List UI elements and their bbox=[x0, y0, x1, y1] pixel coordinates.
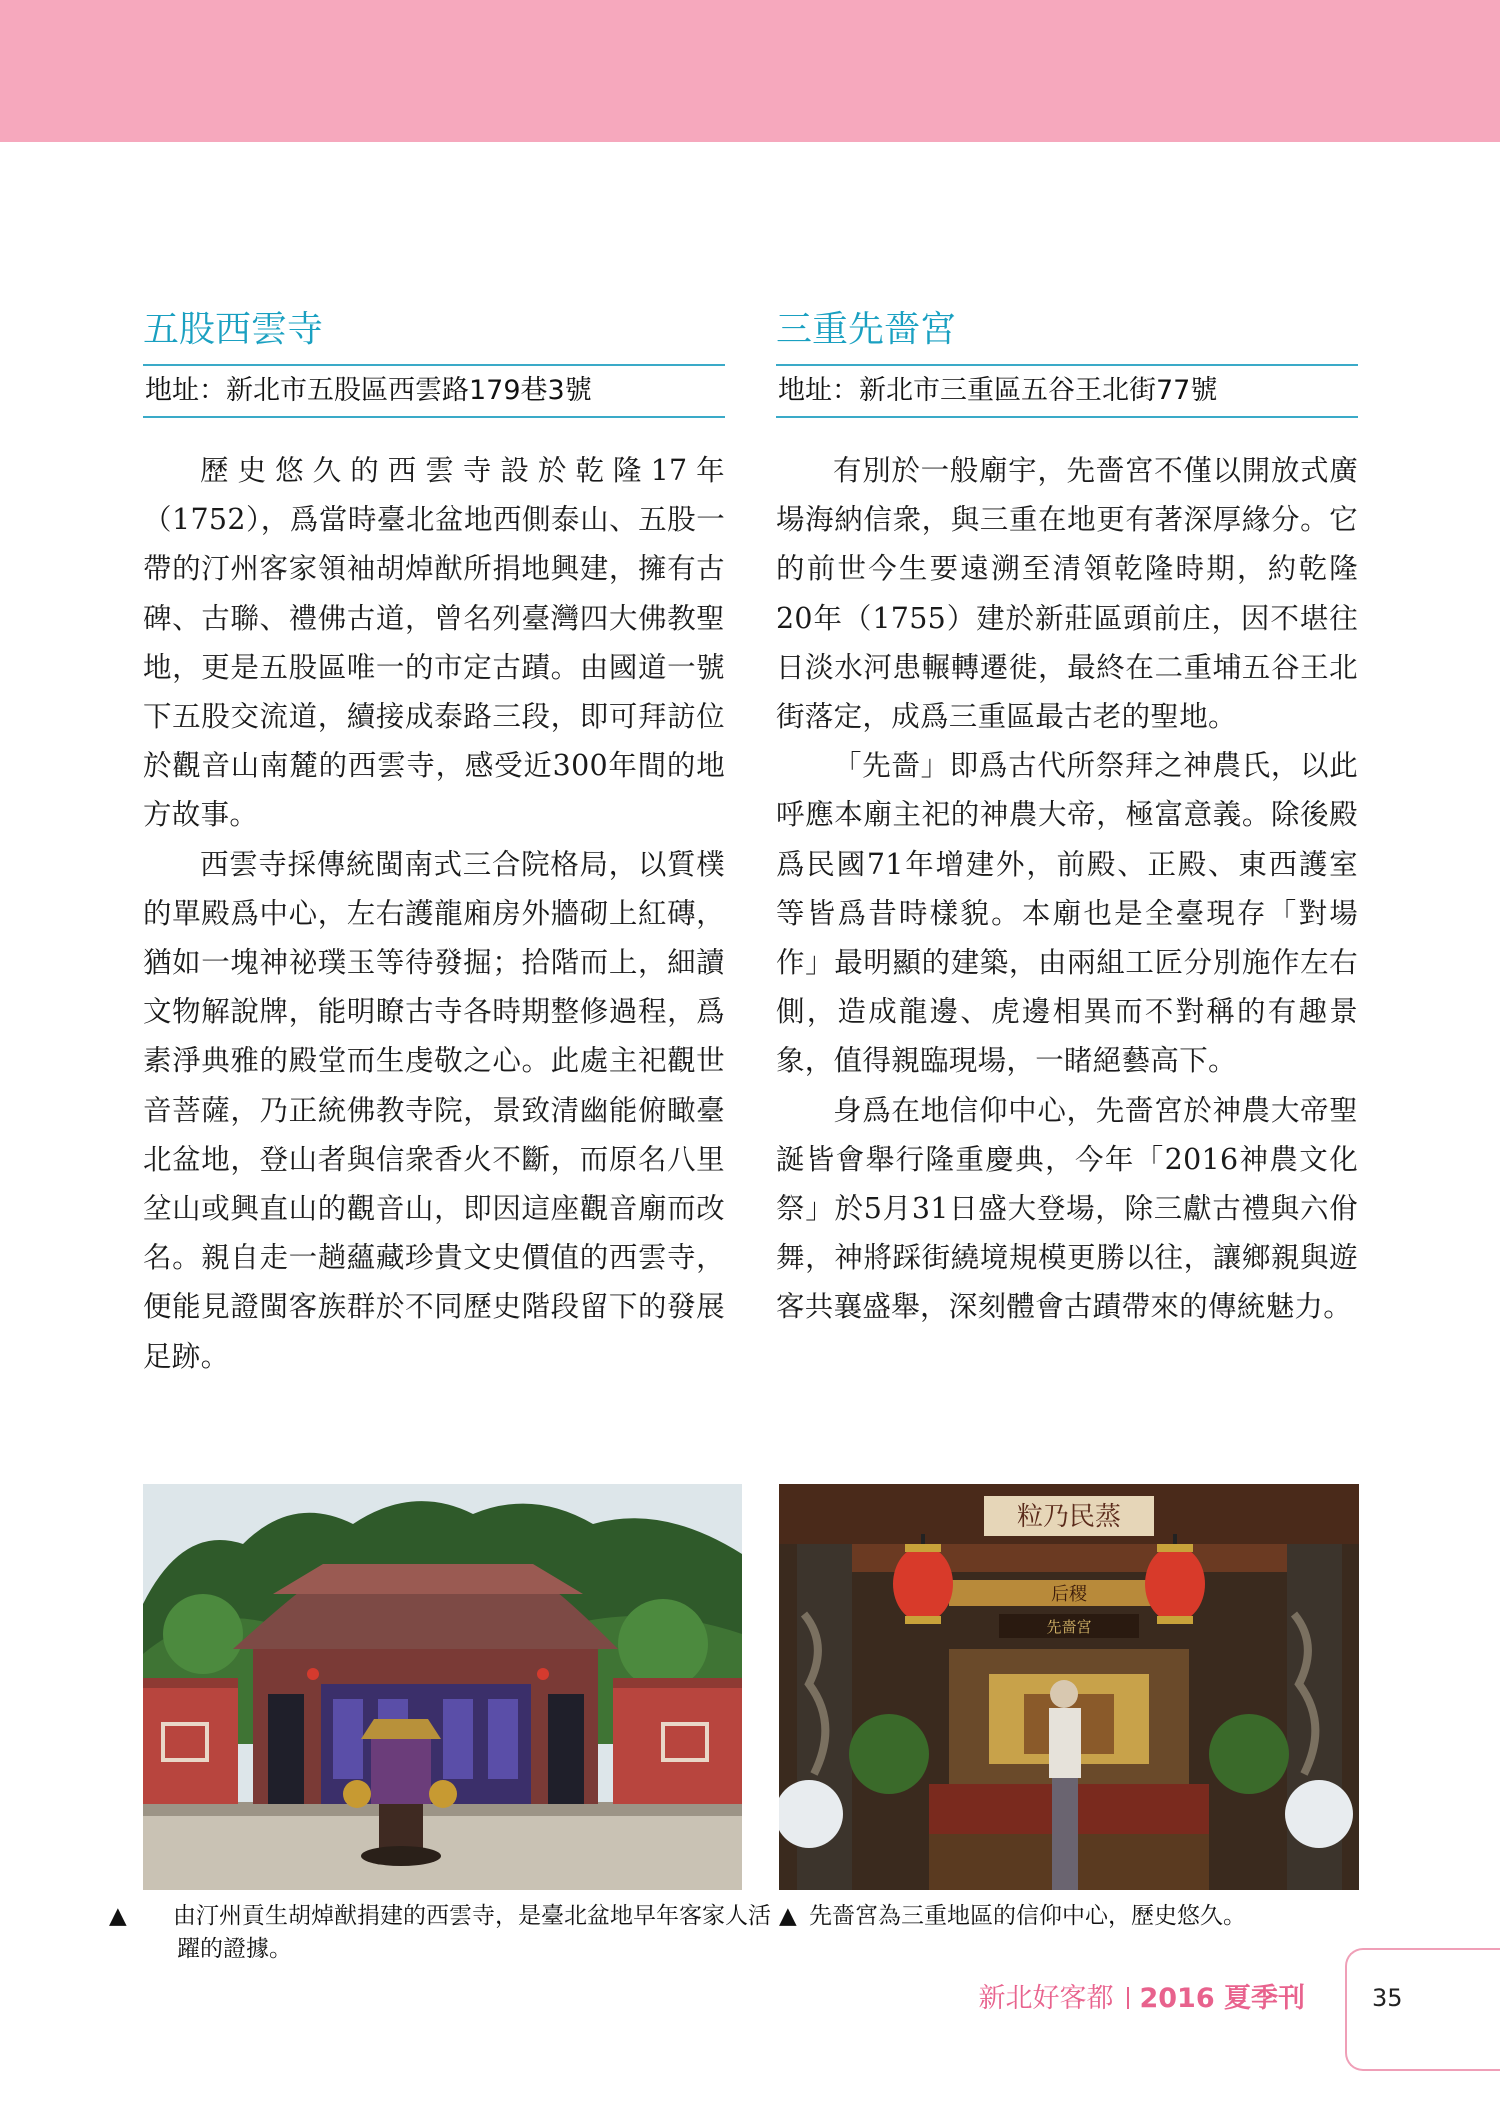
article-body bbox=[143, 446, 725, 1381]
caption-text: 先嗇宮為三重地區的信仰中心，歷史悠久。 bbox=[809, 1903, 1246, 1929]
plaque-text-mid: 后稷 bbox=[1051, 1584, 1087, 1605]
page-number-tab bbox=[1345, 1948, 1500, 2071]
photo-caption-xiyun bbox=[109, 1900, 777, 1966]
caption-triangle-icon: ▲ bbox=[109, 1903, 127, 1929]
paragraph: 西雲寺採傳統閩南式三合院格局，以質樸的單殿爲中心，左右護龍廂房外牆砌上紅磚，猶如一塊神祕璞玉等待發掘；拾階而上，細讀文物解說牌，能明瞭古寺各時期整修過程，爲素淨典雅的殿堂而生虔敬之心。此處主祀觀世音菩薩，乃正統佛教寺院，景致清幽能俯瞰臺北盆地，登山者與信衆香火不斷，而原名八里坌山或興直山的觀音山，即因這座觀音廟而改名。親自走一趟蘊藏珍貴文史價值的西雲寺，便能見證閩客族群於不同歷史階段留下的發展足跡。 bbox=[143, 847, 725, 1373]
address-divider bbox=[143, 416, 725, 418]
footer-publication bbox=[978, 1976, 1305, 2015]
caption-text: 由汀州貢生胡焯猷捐建的西雲寺，是臺北盆地早年客家人活躍的證據。 bbox=[173, 1903, 771, 1962]
section-title-xianse: 三重先嗇宮 bbox=[776, 309, 957, 350]
article-xianse-temple bbox=[776, 300, 1358, 1332]
temple-interior-illustration bbox=[779, 1484, 1359, 1890]
article-body bbox=[776, 446, 1358, 1332]
paragraph: 「先嗇」即爲古代所祭拜之神農氏，以此呼應本廟主祀的神農大帝，極富意義。除後殿爲民國71年增建外，前殿、正殿、東西護室等皆爲昔時樣貌。本廟也是全臺現存「對場作」最明顯的建築，由兩組工匠分別施作左右側，造成龍邊、虎邊相異而不對稱的有趣景象，值得親臨現場，一睹絕藝高下。 bbox=[776, 749, 1358, 1078]
top-color-band bbox=[0, 0, 1500, 142]
footer-issue: 2016 夏季刊 bbox=[1139, 1983, 1305, 2014]
footer-brand: 新北好客都 bbox=[978, 1983, 1114, 2014]
address-xiyun: 地址：新北市五股區西雲路179巷3號 bbox=[145, 375, 592, 406]
caption-triangle-icon: ▲ bbox=[779, 1903, 797, 1929]
plaque-text-top: 粒乃民蒸 bbox=[1016, 1502, 1122, 1532]
photo-caption-xianse bbox=[779, 1900, 1359, 1933]
section-title-xiyun: 五股西雲寺 bbox=[143, 309, 324, 350]
photo-xiyun-temple bbox=[143, 1484, 742, 1890]
address-divider bbox=[776, 416, 1358, 418]
address-xianse: 地址：新北市三重區五谷王北街77號 bbox=[778, 375, 1218, 406]
photo-xianse-temple bbox=[779, 1484, 1359, 1890]
paragraph: 歷史悠久的西雲寺設於乾隆17年（1752），爲當時臺北盆地西側泰山、五股一帶的汀州客家領袖胡焯猷所捐地興建，擁有古碑、古聯、禮佛古道，曾名列臺灣四大佛教聖地，更是五股區唯一的市定古蹟。由國道一號下五股交流道，續接成泰路三段，即可拜訪位於觀音山南麓的西雲寺，感受近300年間的地方故事。 bbox=[143, 454, 725, 832]
plaque-text-inner: 先嗇宮 bbox=[1046, 1618, 1092, 1636]
paragraph: 有別於一般廟宇，先嗇宮不僅以開放式廣場海納信衆，與三重在地更有著深厚緣分。它的前世今生要遠溯至清領乾隆時期，約乾隆20年（1755）建於新莊區頭前庄，因不堪往日淡水河患輾轉遷徙，最終在二重埔五谷王北街落定，成爲三重區最古老的聖地。 bbox=[776, 454, 1358, 734]
temple-exterior-illustration bbox=[143, 1484, 742, 1890]
paragraph: 身爲在地信仰中心，先嗇宮於神農大帝聖誕皆會舉行隆重慶典，今年「2016神農文化祭」於5月31日盛大登場，除三獻古禮與六佾舞，神將踩街繞境規模更勝以往，讓鄉親與遊客共襄盛舉，深刻體會古蹟帶來的傳統魅力。 bbox=[776, 1093, 1358, 1324]
footer-separator bbox=[1127, 1987, 1129, 2009]
article-xiyun-temple bbox=[143, 300, 725, 1381]
page-number: 35 bbox=[1372, 1984, 1403, 2012]
